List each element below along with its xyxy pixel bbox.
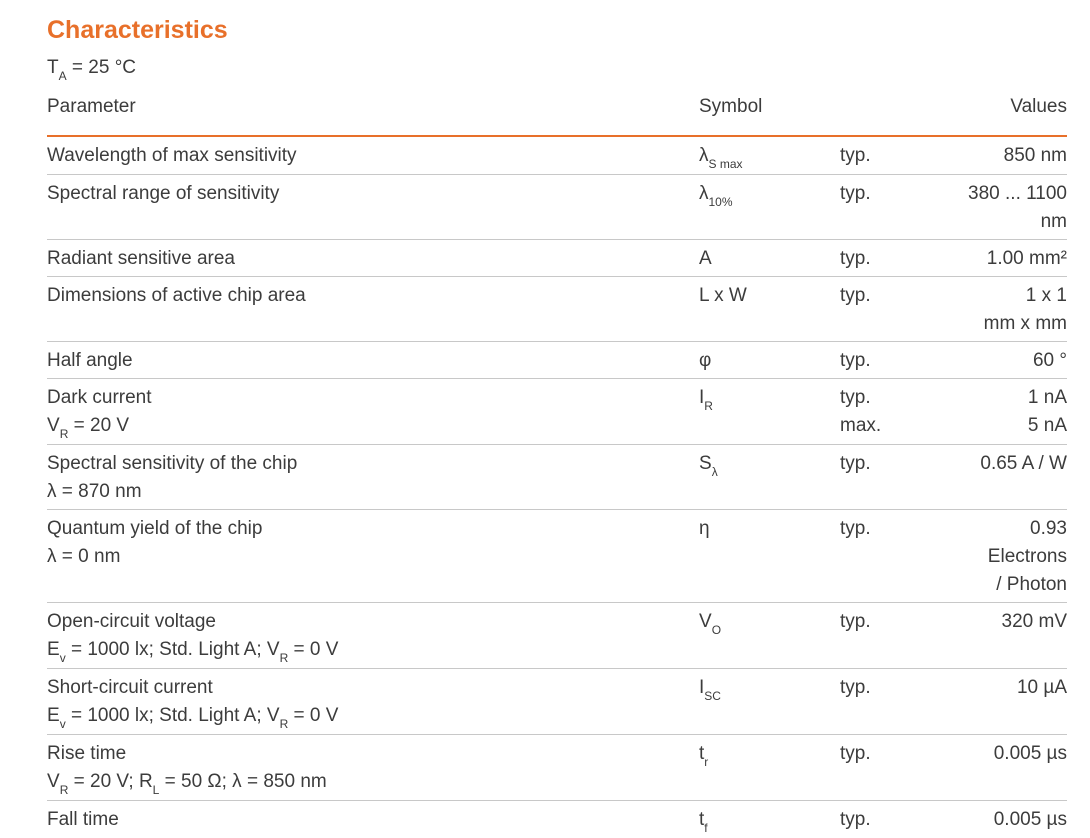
table-row: [47, 445, 1067, 510]
table-row: [47, 240, 1067, 277]
type-cell: typ.: [840, 735, 960, 801]
type-cell: typ.: [840, 510, 960, 603]
table-row: [47, 175, 1067, 240]
parameter-cell: Dark current $V_R = 20$ V: [47, 379, 699, 445]
value-cell: 320 mV: [960, 603, 1067, 669]
parameter-cell: Radiant sensitive area: [47, 240, 699, 277]
symbol-cell: $I_R$: [699, 379, 840, 445]
table-row: [47, 735, 1067, 801]
value-cell: 10 µA: [960, 669, 1067, 735]
symbol-cell: $S_\lambda$: [699, 445, 840, 510]
type-cell: typ.: [840, 445, 960, 510]
symbol-cell: φ: [699, 342, 840, 379]
value-cell: 380 ... 1100 nm: [960, 175, 1067, 240]
type-cell: typ.: [840, 669, 960, 735]
table-row: [47, 137, 1067, 175]
type-cell: typ.: [840, 240, 960, 277]
value-cell: 850 nm: [960, 137, 1067, 175]
value-cell: 0.93 Electrons / Photon: [960, 510, 1067, 603]
symbol-cell: $V_O$: [699, 603, 840, 669]
parameter-cell: Wavelength of max sensitivity: [47, 137, 699, 175]
value-cell: 0.005 µs: [960, 735, 1067, 801]
parameter-cell: Fall time: [47, 801, 699, 838]
symbol-cell: $\lambda_{S max}$: [699, 137, 840, 175]
value-cell: 1 nA 5 nA: [960, 379, 1067, 445]
value-cell: 1 x 1 mm x mm: [960, 277, 1067, 342]
type-cell: typ.: [840, 603, 960, 669]
type-cell: typ.: [840, 175, 960, 240]
parameter-cell: Quantum yield of the chip λ = 0 nm: [47, 510, 699, 603]
parameter-cell: Half angle: [47, 342, 699, 379]
type-cell: typ. max.: [840, 379, 960, 445]
parameter-cell: Spectral sensitivity of the chip λ = 870 nm: [47, 445, 699, 510]
parameter-cell: Spectral range of sensitivity: [47, 175, 699, 240]
type-cell: typ.: [840, 137, 960, 175]
table-row: [47, 342, 1067, 379]
value-cell: 60 °: [960, 342, 1067, 379]
symbol-cell: $\lambda_{10\%}$: [699, 175, 840, 240]
section-title: Characteristics: [47, 16, 228, 45]
value-cell: 0.005 µs: [960, 801, 1067, 838]
table-row: [47, 801, 1067, 838]
symbol-cell: $t_f$: [699, 801, 840, 838]
parameter-cell: Open-circuit voltage $E_v = 1000$ lx; Std. Light A; $V_R = 0$ V: [47, 603, 699, 669]
symbol-cell: η: [699, 510, 840, 603]
value-cell: 0.65 A / W: [960, 445, 1067, 510]
type-cell: typ.: [840, 342, 960, 379]
characteristics-table: [47, 137, 1067, 838]
header-symbol: Symbol: [699, 96, 762, 118]
table-row: [47, 510, 1067, 603]
symbol-cell: $t_r$: [699, 735, 840, 801]
type-cell: typ.: [840, 801, 960, 838]
table-row: [47, 669, 1067, 735]
table-row: [47, 277, 1067, 342]
type-cell: typ.: [840, 277, 960, 342]
parameter-cell: Dimensions of active chip area: [47, 277, 699, 342]
table-row: [47, 603, 1067, 669]
symbol-cell: L x W: [699, 277, 840, 342]
header-values: Values: [1010, 96, 1067, 118]
parameter-cell: Short-circuit current $E_v = 1000$ lx; Std. Light A; $V_R = 0$ V: [47, 669, 699, 735]
value-cell: 1.00 mm²: [960, 240, 1067, 277]
test-condition: $T_A = 25$ °C: [47, 57, 136, 79]
symbol-cell: A: [699, 240, 840, 277]
symbol-cell: $I_{SC}$: [699, 669, 840, 735]
table-row: [47, 379, 1067, 445]
header-parameter: Parameter: [47, 96, 136, 118]
parameter-cell: Rise time $V_R = 20$ V; $R_L = 50$ Ω; λ = 850 nm: [47, 735, 699, 801]
